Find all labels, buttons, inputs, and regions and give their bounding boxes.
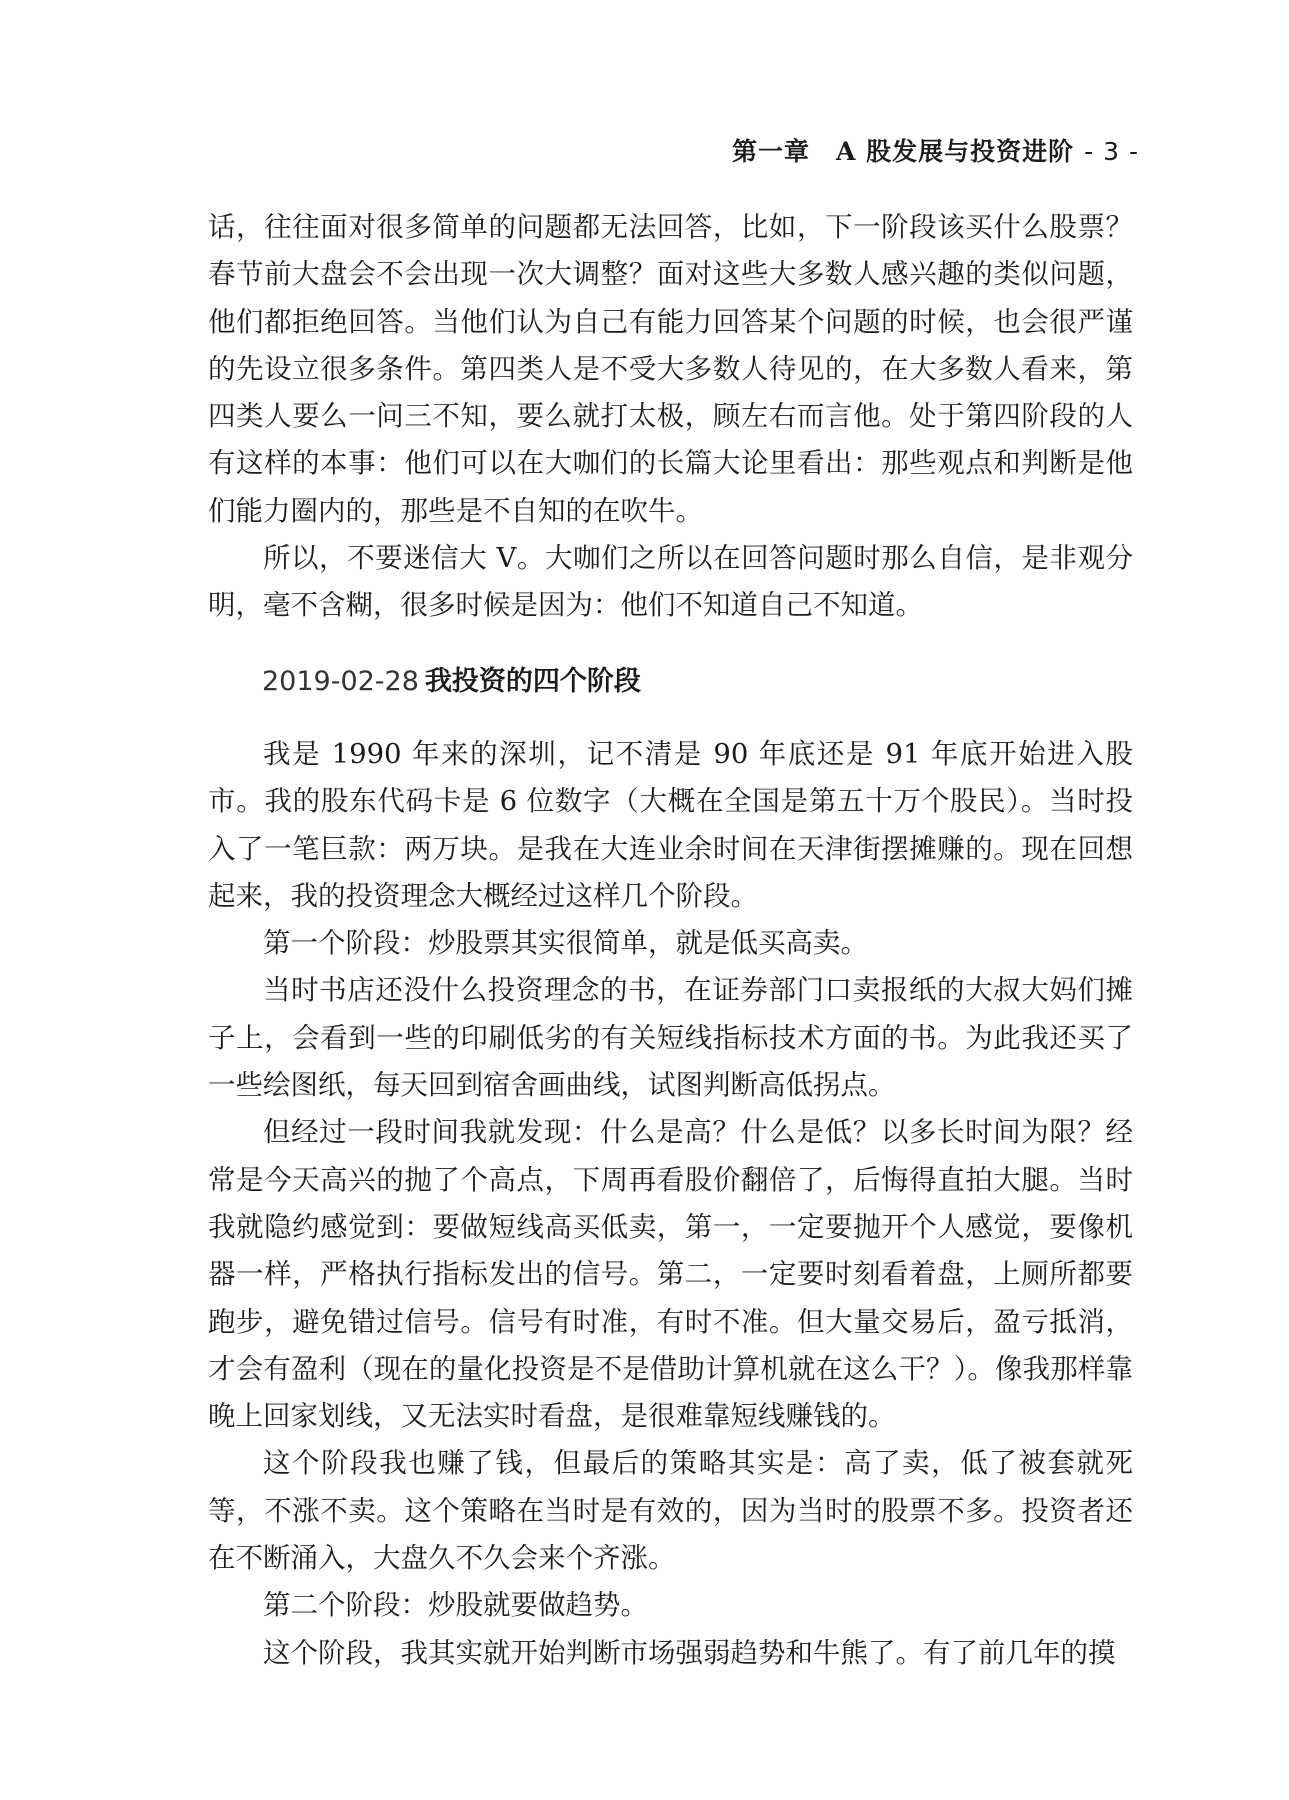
paragraph: 但经过一段时间我就发现：什么是高？什么是低？以多长时间为限？经常是今天高兴的抛了个高点，下周再看股价翻倍了，后悔得直拍大腿。当时我就隐约感觉到：要做短线高买低卖，第一，一定要抛开个人感觉，要像机器一样，严格执行指标发出的信号。第二，一定要时刻看着盘，上厕所都要跑步，避免错过信号。信号有时准，有时不准。但大量交易后，盈亏抵消，才会有盈利（现在的量化投资是不是借助计算机就在这么干？）。像我那样靠晚上回家划线，又无法实时看盘，是很难靠短线赚钱的。	[208, 1116, 1133, 1433]
chapter-title: 第一章 A 股发展与投资进阶	[732, 137, 1075, 166]
page-number: - 3 -	[1084, 137, 1139, 166]
paragraph: 第二个阶段：炒股就要做趋势。	[263, 1589, 648, 1622]
paragraph: 话，往往面对很多简单的问题都无法回答，比如，下一阶段该买什么股票？春节前大盘会不会出现一次大调整？面对这些大多数人感兴趣的类似问题，他们都拒绝回答。当他们认为自己有能力回答某个问题的时候，也会很严谨的先设立很多条件。第四类人是不受大多数人待见的，在大多数人看来，第四类人要么一问三不知，要么就打太极，顾左右而言他。处于第四阶段的人有这样的本事：他们可以在大咖们的长篇大论里看出：那些观点和判断是他们能力圈内的，那些是不自知的在吹牛。	[208, 211, 1133, 527]
body-text	[208, 204, 1133, 1677]
running-header	[732, 132, 1139, 168]
paragraph: 当时书店还没什么投资理念的书，在证券部门口卖报纸的大叔大妈们摊子上，会看到一些的印刷低劣的有关短线指标技术方面的书。为此我还买了一些绘图纸，每天回到宿舍画曲线，试图判断高低拐点。	[208, 974, 1133, 1102]
paragraph: 第一个阶段：炒股票其实很简单，就是低买高卖。	[263, 927, 868, 960]
paragraph: 所以，不要迷信大 V。大咖们之所以在回答问题时那么自信，是非观分明，毫不含糊，很多时候是因为：他们不知道自己不知道。	[208, 542, 1133, 622]
paragraph: 这个阶段，我其实就开始判断市场强弱趋势和牛熊了。有了前几年的摸	[263, 1636, 1116, 1669]
section-heading	[208, 658, 1133, 705]
section-title: 我投资的四个阶段	[424, 665, 641, 697]
paragraph: 这个阶段我也赚了钱，但最后的策略其实是：高了卖，低了被套就死等，不涨不卖。这个策略在当时是有效的，因为当时的股票不多。投资者还在不断涌入，大盘久不久会来个齐涨。	[208, 1447, 1133, 1575]
paragraph: 我是 1990 年来的深圳，记不清是 90 年底还是 91 年底开始进入股市。我的股东代码卡是 6 位数字（大概在全国是第五十万个股民）。当时投入了一笔巨款：两万块。是我在大连业余时间在天津街摆摊赚的。现在回想起来，我的投资理念大概经过这样几个阶段。	[208, 737, 1133, 912]
section-date: 2019-02-28	[262, 665, 419, 697]
